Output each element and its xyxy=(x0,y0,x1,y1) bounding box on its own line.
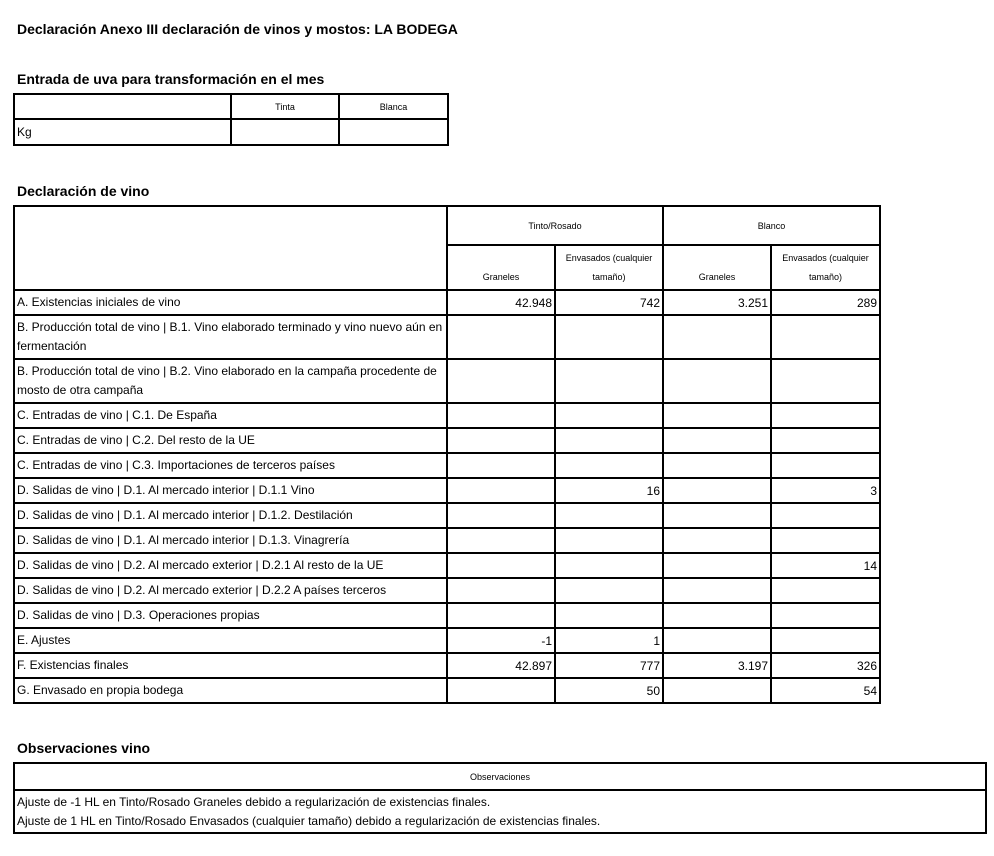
row-label: C. Entradas de vino | C.3. Importaciones de terceros países xyxy=(14,453,447,478)
row-label: D. Salidas de vino | D.2. Al mercado exterior | D.2.2 A países terceros xyxy=(14,578,447,603)
row-label: A. Existencias iniciales de vino xyxy=(14,290,447,315)
tinto-envasados-cell xyxy=(555,403,663,428)
blanco-envasados-cell: 326 xyxy=(771,653,880,678)
tinto-graneles-cell xyxy=(447,553,555,578)
blanco-envasados-cell xyxy=(771,578,880,603)
blanco-envasados-cell xyxy=(771,403,880,428)
tinto-graneles-cell xyxy=(447,453,555,478)
blanco-graneles-cell xyxy=(663,553,771,578)
tinto-envasados-cell xyxy=(555,528,663,553)
tinto-envasados-cell xyxy=(555,428,663,453)
vino-section-heading: Declaración de vino xyxy=(17,183,150,199)
tinto-envasados-cell xyxy=(555,503,663,528)
tinto-graneles-cell xyxy=(447,359,555,403)
row-label: D. Salidas de vino | D.1. Al mercado interior | D.1.1 Vino xyxy=(14,478,447,503)
blanco-envasados-cell xyxy=(771,359,880,403)
tinto-graneles-cell xyxy=(447,603,555,628)
uva-col-tinta: Tinta xyxy=(231,94,339,119)
blanco-graneles-cell xyxy=(663,403,771,428)
blanco-envasados-cell: 14 xyxy=(771,553,880,578)
tinto-graneles-cell xyxy=(447,578,555,603)
blanco-envasados-cell xyxy=(771,603,880,628)
row-label: D. Salidas de vino | D.1. Al mercado interior | D.1.2. Destilación xyxy=(14,503,447,528)
tinto-graneles-cell xyxy=(447,315,555,359)
row-label: E. Ajustes xyxy=(14,628,447,653)
uva-section-heading: Entrada de uva para transformación en el mes xyxy=(17,71,325,87)
blanco-envasados-cell: 3 xyxy=(771,478,880,503)
table-row xyxy=(14,359,880,403)
blanco-graneles-cell: 3.197 xyxy=(663,653,771,678)
observaciones-section-heading: Observaciones vino xyxy=(17,740,151,756)
table-row xyxy=(14,628,880,653)
uva-header-empty xyxy=(14,94,231,119)
tinto-envasados-cell xyxy=(555,553,663,578)
table-row xyxy=(14,453,880,478)
tinto-envasados-cell: 50 xyxy=(555,678,663,703)
vino-col-tinto-graneles: Graneles xyxy=(447,245,555,290)
tinto-envasados-cell xyxy=(555,578,663,603)
uva-col-blanca: Blanca xyxy=(339,94,448,119)
blanco-envasados-cell xyxy=(771,628,880,653)
observaciones-col-header: Observaciones xyxy=(14,763,986,790)
observaciones-cell xyxy=(14,790,986,833)
vino-group-blanco: Blanco xyxy=(663,206,880,245)
blanco-graneles-cell: 3.251 xyxy=(663,290,771,315)
uva-header-row xyxy=(14,94,448,119)
row-label: C. Entradas de vino | C.2. Del resto de la UE xyxy=(14,428,447,453)
vino-table xyxy=(13,205,881,704)
vino-col-tinto-envasados: Envasados (cualquier tamaño) xyxy=(555,245,663,290)
blanco-envasados-cell xyxy=(771,315,880,359)
table-row xyxy=(14,403,880,428)
row-label: B. Producción total de vino | B.1. Vino elaborado terminado y vino nuevo aún en fermentación xyxy=(14,315,447,359)
tinto-envasados-cell xyxy=(555,603,663,628)
table-row xyxy=(14,678,880,703)
blanco-graneles-cell xyxy=(663,453,771,478)
tinto-graneles-cell: 42.948 xyxy=(447,290,555,315)
blanco-graneles-cell xyxy=(663,603,771,628)
observation-line: Ajuste de -1 HL en Tinto/Rosado Graneles debido a regularización de existencias finales. xyxy=(17,794,491,809)
table-row xyxy=(14,603,880,628)
vino-group-tinto: Tinto/Rosado xyxy=(447,206,663,245)
tinto-graneles-cell xyxy=(447,678,555,703)
vino-col-blanco-graneles: Graneles xyxy=(663,245,771,290)
table-row xyxy=(14,428,880,453)
blanco-graneles-cell xyxy=(663,678,771,703)
uva-row-label: Kg xyxy=(14,119,231,145)
table-row xyxy=(14,315,880,359)
uva-blanca-value xyxy=(339,119,448,145)
row-label: D. Salidas de vino | D.3. Operaciones propias xyxy=(14,603,447,628)
tinto-envasados-cell xyxy=(555,359,663,403)
table-row xyxy=(14,528,880,553)
blanco-graneles-cell xyxy=(663,503,771,528)
row-label: B. Producción total de vino | B.2. Vino elaborado en la campaña procedente de mosto de otra campaña xyxy=(14,359,447,403)
tinto-graneles-cell: -1 xyxy=(447,628,555,653)
tinto-graneles-cell xyxy=(447,503,555,528)
tinto-envasados-cell xyxy=(555,315,663,359)
row-label: G. Envasado en propia bodega xyxy=(14,678,447,703)
tinto-graneles-cell xyxy=(447,403,555,428)
blanco-graneles-cell xyxy=(663,315,771,359)
blanco-graneles-cell xyxy=(663,628,771,653)
tinto-envasados-cell: 777 xyxy=(555,653,663,678)
vino-header-empty xyxy=(14,206,447,290)
row-label: D. Salidas de vino | D.2. Al mercado exterior | D.2.1 Al resto de la UE xyxy=(14,553,447,578)
blanco-envasados-cell: 54 xyxy=(771,678,880,703)
tinto-graneles-cell: 42.897 xyxy=(447,653,555,678)
blanco-graneles-cell xyxy=(663,478,771,503)
observaciones-body-row xyxy=(14,790,986,833)
uva-tinta-value xyxy=(231,119,339,145)
vino-header-group-row xyxy=(14,206,880,245)
table-row xyxy=(14,290,880,315)
uva-kg-row xyxy=(14,119,448,145)
tinto-graneles-cell xyxy=(447,528,555,553)
blanco-envasados-cell xyxy=(771,428,880,453)
tinto-envasados-cell: 742 xyxy=(555,290,663,315)
blanco-graneles-cell xyxy=(663,359,771,403)
blanco-graneles-cell xyxy=(663,578,771,603)
blanco-graneles-cell xyxy=(663,528,771,553)
blanco-envasados-cell xyxy=(771,528,880,553)
blanco-envasados-cell: 289 xyxy=(771,290,880,315)
table-row xyxy=(14,503,880,528)
vino-col-blanco-envasados: Envasados (cualquier tamaño) xyxy=(771,245,880,290)
tinto-envasados-cell xyxy=(555,453,663,478)
row-label: C. Entradas de vino | C.1. De España xyxy=(14,403,447,428)
table-row xyxy=(14,478,880,503)
page-title: Declaración Anexo III declaración de vinos y mostos: LA BODEGA xyxy=(17,21,458,37)
blanco-envasados-cell xyxy=(771,503,880,528)
table-row xyxy=(14,578,880,603)
blanco-graneles-cell xyxy=(663,428,771,453)
row-label: F. Existencias finales xyxy=(14,653,447,678)
observaciones-table xyxy=(13,762,987,834)
tinto-graneles-cell xyxy=(447,428,555,453)
tinto-envasados-cell: 16 xyxy=(555,478,663,503)
uva-table xyxy=(13,93,449,146)
observaciones-header-row xyxy=(14,763,986,790)
table-row xyxy=(14,653,880,678)
tinto-envasados-cell: 1 xyxy=(555,628,663,653)
table-row xyxy=(14,553,880,578)
row-label: D. Salidas de vino | D.1. Al mercado interior | D.1.3. Vinagrería xyxy=(14,528,447,553)
tinto-graneles-cell xyxy=(447,478,555,503)
blanco-envasados-cell xyxy=(771,453,880,478)
observation-line: Ajuste de 1 HL en Tinto/Rosado Envasados (cualquier tamaño) debido a regularización de existencias finales. xyxy=(17,813,601,828)
